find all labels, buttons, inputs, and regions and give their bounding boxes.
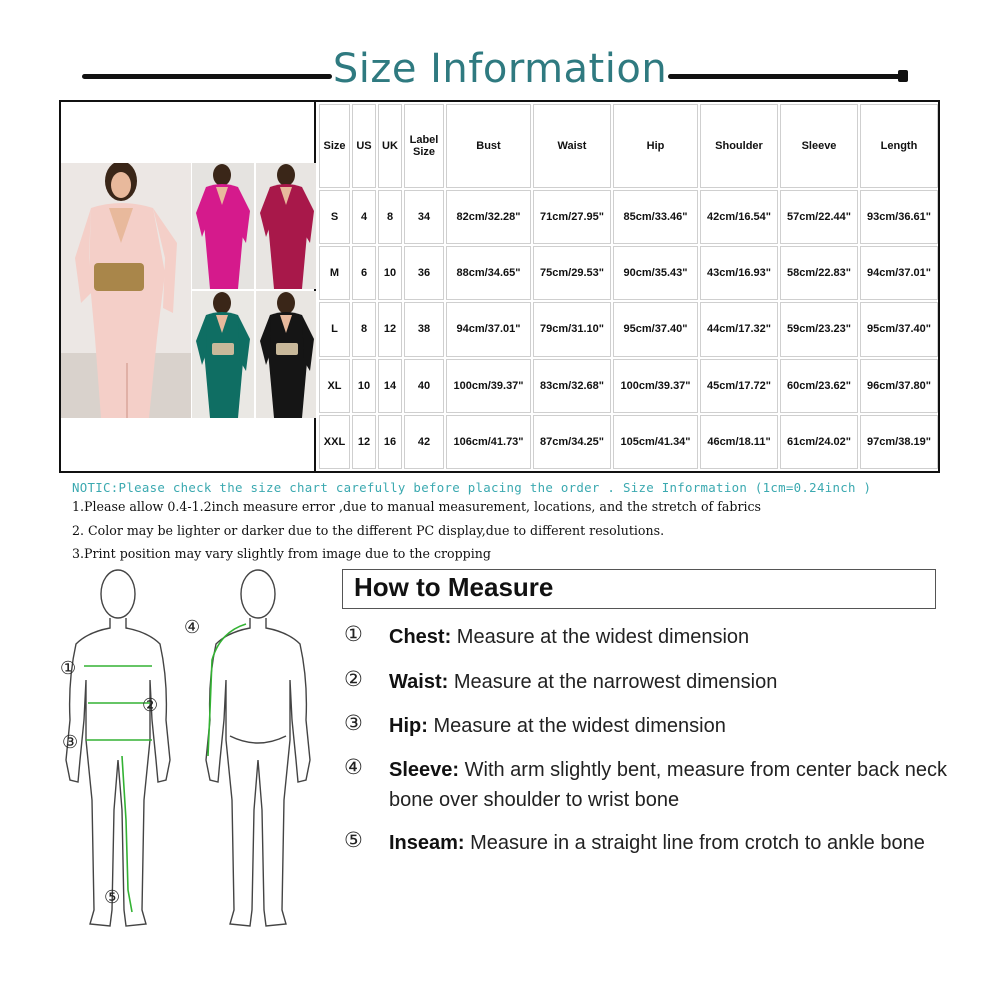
table-cell: 10: [378, 246, 402, 300]
table-cell: 59cm/23.23": [780, 302, 858, 356]
item-number: ④: [344, 756, 363, 779]
item-label: Waist:: [389, 671, 449, 693]
table-cell: 42cm/16.54": [700, 190, 778, 244]
table-cell: 57cm/22.44": [780, 190, 858, 244]
product-photo-variant-4: [256, 291, 316, 418]
marker-3: ③: [62, 732, 79, 753]
item-label: Hip:: [389, 715, 428, 737]
marker-1: ①: [60, 658, 77, 679]
header-cell: Length: [860, 104, 938, 188]
table-cell: 88cm/34.65": [446, 246, 531, 300]
product-photo-variant-1: [192, 163, 254, 289]
header-cell: Size: [319, 104, 350, 188]
header-cell: Sleeve: [780, 104, 858, 188]
table-row: [319, 359, 938, 413]
table-cell: 46cm/18.11": [700, 415, 778, 469]
table-row: [319, 246, 938, 300]
table-cell: 83cm/32.68": [533, 359, 611, 413]
title-rule-left: [82, 74, 332, 79]
table-cell: 85cm/33.46": [613, 190, 698, 244]
table-cell: 93cm/36.61": [860, 190, 938, 244]
table-cell: 90cm/35.43": [613, 246, 698, 300]
body-measurement-figures: [40, 560, 340, 940]
table-cell: 45cm/17.72": [700, 359, 778, 413]
header-cell: Shoulder: [700, 104, 778, 188]
size-cell: XXL: [319, 415, 350, 469]
table-cell: 105cm/41.34": [613, 415, 698, 469]
table-cell: 8: [352, 302, 376, 356]
size-table: [317, 102, 940, 471]
table-cell: 60cm/23.62": [780, 359, 858, 413]
table-cell: 12: [352, 415, 376, 469]
table-cell: 44cm/17.32": [700, 302, 778, 356]
item-number: ②: [344, 668, 363, 691]
header-cell: Waist: [533, 104, 611, 188]
table-cell: 42: [404, 415, 444, 469]
table-cell: 94cm/37.01": [446, 302, 531, 356]
table-cell: 61cm/24.02": [780, 415, 858, 469]
title-rule-right: [668, 74, 906, 79]
item-label: Inseam:: [389, 832, 465, 854]
header-cell: Hip: [613, 104, 698, 188]
table-cell: 6: [352, 246, 376, 300]
notice-text: NOTIC:Please check the size chart carefully before placing the order . Size Information (1cm=0.24inch ): [72, 480, 872, 495]
product-photo-main: [61, 163, 191, 418]
item-text: Measure in a straight line from crotch to ankle bone: [464, 832, 925, 854]
page-title: Size Information: [332, 46, 668, 92]
table-cell: 79cm/31.10": [533, 302, 611, 356]
table-cell: 82cm/32.28": [446, 190, 531, 244]
note-3: 3.Print position may vary slightly from image due to the cropping: [72, 546, 491, 561]
table-row: [319, 415, 938, 469]
table-cell: 38: [404, 302, 444, 356]
note-2: 2. Color may be lighter or darker due to the different PC display,due to different resolutions.: [72, 523, 665, 538]
table-cell: 16: [378, 415, 402, 469]
product-photo-variant-2: [256, 163, 316, 289]
table-cell: 100cm/39.37": [613, 359, 698, 413]
table-cell: 10: [352, 359, 376, 413]
table-cell: 75cm/29.53": [533, 246, 611, 300]
product-photo-area: [61, 102, 316, 471]
header-cell: US: [352, 104, 376, 188]
item-text: Measure at the narrowest dimension: [448, 671, 778, 693]
table-cell: 58cm/22.83": [780, 246, 858, 300]
size-cell: L: [319, 302, 350, 356]
table-cell: 95cm/37.40": [613, 302, 698, 356]
table-cell: 43cm/16.93": [700, 246, 778, 300]
size-cell: XL: [319, 359, 350, 413]
item-label: Sleeve:: [389, 759, 460, 781]
product-photo-variant-3: [192, 291, 254, 418]
table-row: [319, 190, 938, 244]
table-cell: 97cm/38.19": [860, 415, 938, 469]
item-number: ⑤: [344, 829, 363, 852]
table-cell: 4: [352, 190, 376, 244]
table-cell: 36: [404, 246, 444, 300]
header-cell: Bust: [446, 104, 531, 188]
item-number: ①: [344, 623, 363, 646]
item-label: Chest:: [389, 626, 452, 648]
size-cell: S: [319, 190, 350, 244]
item-number: ③: [344, 712, 363, 735]
table-cell: 96cm/37.80": [860, 359, 938, 413]
table-cell: 100cm/39.37": [446, 359, 531, 413]
item-text: Measure at the widest dimension: [451, 626, 750, 648]
header-cell: Label Size: [404, 104, 444, 188]
header-cell: UK: [378, 104, 402, 188]
how-to-measure-title: How to Measure: [354, 572, 554, 602]
table-cell: 95cm/37.40": [860, 302, 938, 356]
item-text: Measure at the widest dimension: [427, 715, 726, 737]
marker-4: ④: [184, 617, 201, 638]
note-1: 1.Please allow 0.4-1.2inch measure error ,due to manual measurement, locations, and the stretch of fabrics: [72, 499, 762, 514]
marker-5: ⑤: [104, 887, 121, 908]
marker-2: ②: [142, 695, 159, 716]
table-cell: 14: [378, 359, 402, 413]
table-cell: 94cm/37.01": [860, 246, 938, 300]
table-cell: 106cm/41.73": [446, 415, 531, 469]
table-cell: 71cm/27.95": [533, 190, 611, 244]
item-text: With arm slightly bent, measure from center back neck bone over shoulder to wrist bone: [389, 759, 948, 811]
table-row: [319, 302, 938, 356]
table-header-row: [319, 104, 938, 188]
table-cell: 8: [378, 190, 402, 244]
size-cell: M: [319, 246, 350, 300]
table-cell: 87cm/34.25": [533, 415, 611, 469]
table-cell: 40: [404, 359, 444, 413]
table-cell: 34: [404, 190, 444, 244]
table-cell: 12: [378, 302, 402, 356]
